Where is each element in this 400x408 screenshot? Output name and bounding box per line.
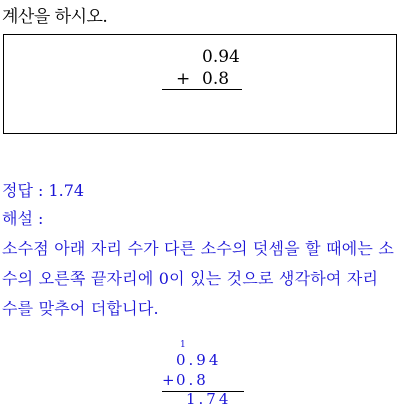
problem-bottom-operand: 0.8 <box>202 69 230 89</box>
explanation-text: 소수점 아래 자리 수가 다른 소수의 덧셈을 할 때에는 소수의 오른쪽 끝자리에 0이 있는 것으로 생각하여 자리 수를 맞추어 더합니다. <box>2 239 395 318</box>
vertical-calculation <box>160 340 260 408</box>
answer-label: 정답 : <box>2 181 49 200</box>
problem-operator: + <box>176 69 191 89</box>
problem-top-operand: 0.94 <box>202 47 240 67</box>
calc-result: 1.74 <box>186 390 232 408</box>
instruction-text: 계산을 하시오. <box>2 7 108 27</box>
problem-sum-line <box>162 89 242 90</box>
answer-line <box>2 178 84 201</box>
calc-top-operand: 0.94 <box>176 351 222 369</box>
problem-box <box>3 34 397 134</box>
calc-operator: + <box>162 371 178 389</box>
explanation-label: 해설 : <box>2 209 44 228</box>
carry-digit: 1 <box>180 340 186 350</box>
answer-value: 1.74 <box>48 181 85 200</box>
calc-bottom-operand: 0.8 <box>176 371 209 389</box>
